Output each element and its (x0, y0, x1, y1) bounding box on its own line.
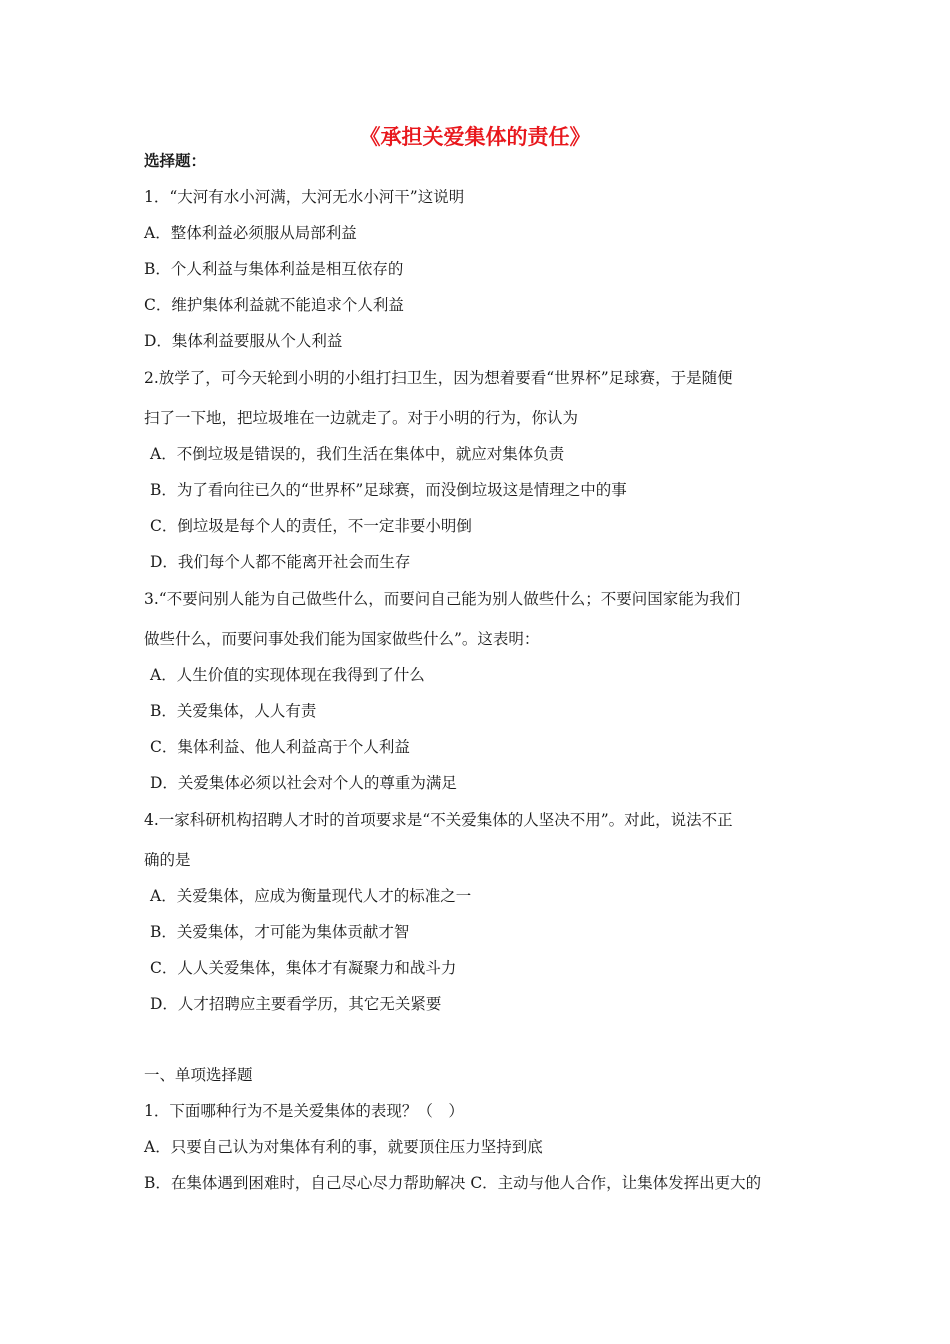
q4-option-a: A．关爱集体，应成为衡量现代人才的标准之一 (150, 887, 472, 905)
q2-option-b: B．为了看向往已久的“世界杯”足球赛，而没倒垃圾这是情理之中的事 (150, 481, 627, 499)
q2-stem-line1: 2.放学了，可今天轮到小明的小组打扫卫生，因为想着要看“世界杯”足球赛，于是随便 (144, 369, 733, 387)
s1-option-a: A．只要自己认为对集体有利的事，就要顶住压力坚持到底 (144, 1138, 543, 1156)
q4-option-b: B．关爱集体，才可能为集体贡献才智 (150, 923, 410, 941)
q1-option-a: A．整体利益必须服从局部利益 (144, 224, 357, 242)
q3-stem-line2: 做些什么，而要问事处我们能为国家做些什么”。这表明： (144, 630, 540, 648)
q1-option-c: C．维护集体利益就不能追求个人利益 (144, 296, 404, 314)
section-heading-choice: 选择题： (144, 152, 207, 170)
document-title: 《承担关爱集体的责任》 (359, 125, 591, 149)
q2-option-a: A．不倒垃圾是错误的，我们生活在集体中，就应对集体负责 (150, 445, 565, 463)
q4-stem-line2: 确的是 (144, 851, 191, 869)
q3-option-d: D．关爱集体必须以社会对个人的尊重为满足 (150, 774, 457, 792)
q2-option-d: D．我们每个人都不能离开社会而生存 (150, 553, 411, 571)
q1-option-d: D．集体利益要服从个人利益 (144, 332, 343, 350)
q4-option-c: C．人人关爱集体，集体才有凝聚力和战斗力 (150, 959, 457, 977)
section-heading-single-choice: 一、单项选择题 (144, 1066, 253, 1084)
s1-stem: 1．下面哪种行为不是关爱集体的表现？（ ） (144, 1102, 464, 1120)
q4-stem-line1: 4.一家科研机构招聘人才时的首项要求是“不关爱集体的人坚决不用”。对此，说法不正 (144, 811, 733, 829)
q3-stem-line1: 3.“不要问别人能为自己做些什么，而要问自己能为别人做些什么；不要问国家能为我们 (144, 590, 741, 608)
q3-option-a: A．人生价值的实现体现在我得到了什么 (150, 666, 425, 684)
q1-option-b: B．个人利益与集体利益是相互依存的 (144, 260, 404, 278)
q2-option-c: C．倒垃圾是每个人的责任，不一定非要小明倒 (150, 517, 472, 535)
q3-option-c: C．集体利益、他人利益高于个人利益 (150, 738, 410, 756)
q2-stem-line2: 扫了一下地，把垃圾堆在一边就走了。对于小明的行为，你认为 (144, 409, 579, 427)
q3-option-b: B．关爱集体，人人有责 (150, 702, 317, 720)
q1-stem: 1．“大河有水小河满，大河无水小河干”这说明 (144, 188, 465, 206)
q4-option-d: D．人才招聘应主要看学历，其它无关紧要 (150, 995, 442, 1013)
s1-option-b-c: B．在集体遇到困难时，自己尽心尽力帮助解决 C．主动与他人合作，让集体发挥出更大的 (144, 1174, 762, 1192)
